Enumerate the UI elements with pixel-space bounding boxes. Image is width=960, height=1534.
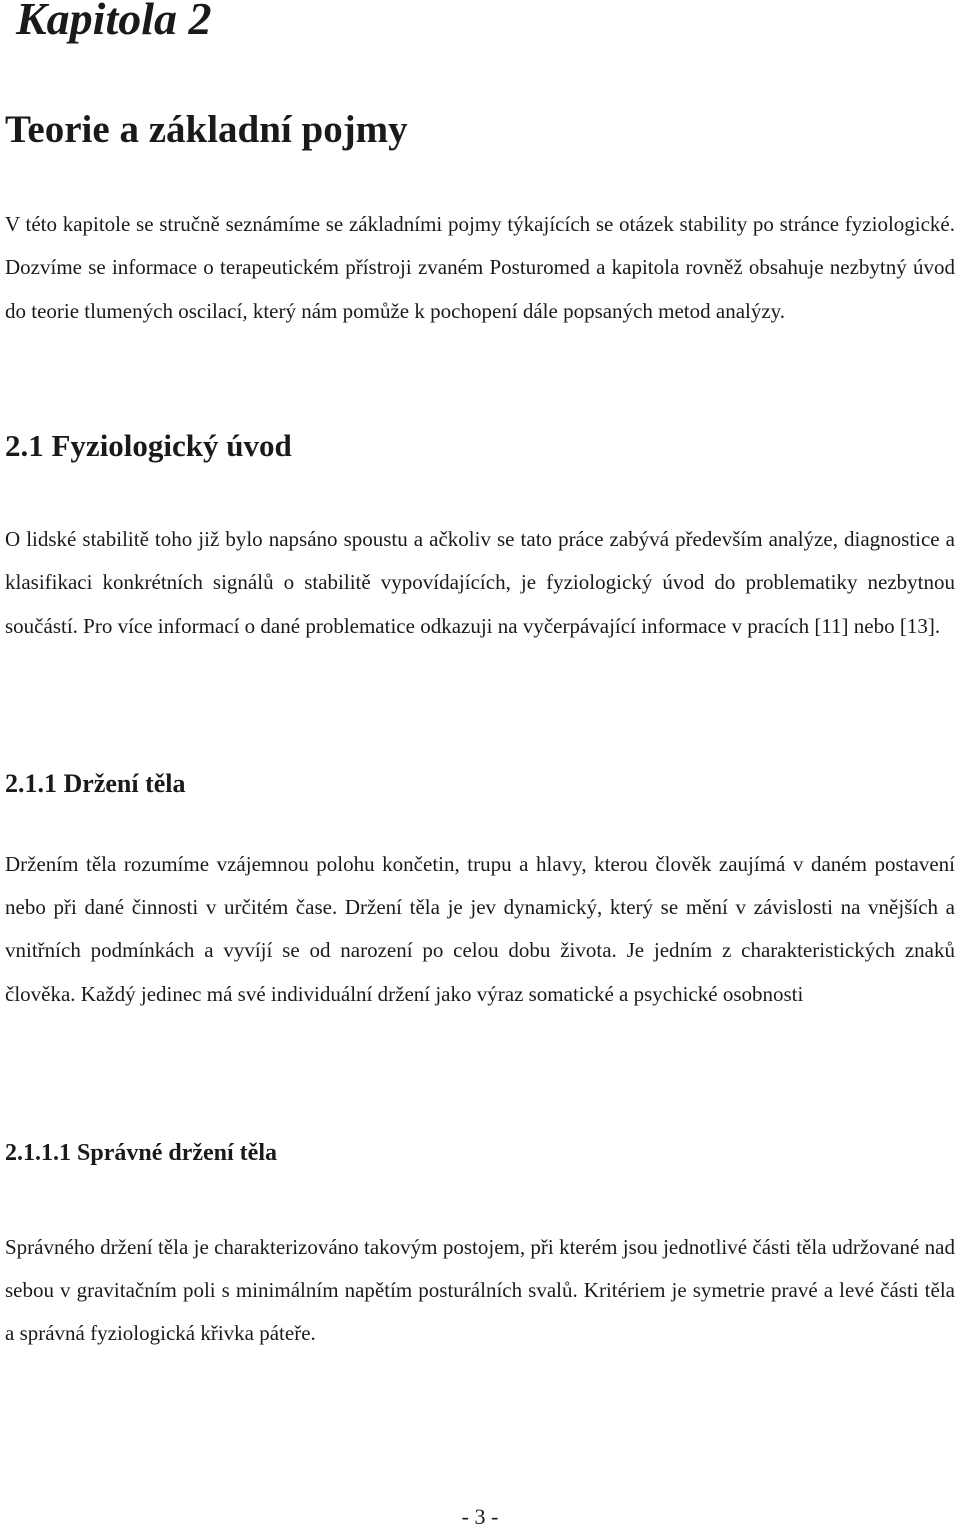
subsubsection-heading-spravne-drzeni: 2.1.1.1 Správné držení těla <box>5 1140 277 1166</box>
chapter-title: Teorie a základní pojmy <box>5 108 408 151</box>
subsection-paragraph-drzeni-tela: Držením těla rozumíme vzájemnou polohu končetin, trupu a hlavy, kterou člověk zaujímá v daném postavení nebo při dané činnosti v určitém čase. Držení těla je jev dynamický, který se mění v závislosti na vnějších a vnitřních podmínkách a vyvíjí se od narození po celou dobu života. Je jedním z charakteristických znaků člověka. Každý jedinec má své individuální držení jako výraz somatické a psychické osobnosti <box>5 852 955 1006</box>
chapter-label: Kapitola 2 <box>16 0 212 44</box>
section-paragraph-fyziologicky-uvod: O lidské stabilitě toho již bylo napsáno spoustu a ačkoliv se tato práce zabývá především analýze, diagnostice a klasifikaci konkrétních signálů o stabilitě vypovídajících, je fyziologický úvod do problematiky nezbytnou součástí. Pro více informací o dané problematice odkazuji na vyčerpávající informace v pracích [11] nebo [13]. <box>5 527 955 638</box>
subsubsection-paragraph-spravne-drzeni: Správného držení těla je charakterizováno takovým postojem, při kterém jsou jednotlivé části těla udržované nad sebou v gravitačním poli s minimálním napětím posturálních svalů. Kritériem je symetrie pravé a levé části těla a správná fyziologická křivka páteře. <box>5 1235 955 1346</box>
section-heading-fyziologicky-uvod: 2.1 Fyziologický úvod <box>5 428 292 463</box>
page-number: - 3 - <box>461 1504 499 1529</box>
subsection-heading-drzeni-tela: 2.1.1 Držení těla <box>5 769 186 798</box>
intro-paragraph: V této kapitole se stručně seznámíme se základními pojmy týkajících se otázek stability po stránce fyziologické. Dozvíme se informace o terapeutickém přístroji zvaném Posturomed a kapitola rovněž obsahuje nezbytný úvod do teorie tlumených oscilací, který nám pomůže k pochopení dále popsaných metod analýzy. <box>5 212 955 323</box>
